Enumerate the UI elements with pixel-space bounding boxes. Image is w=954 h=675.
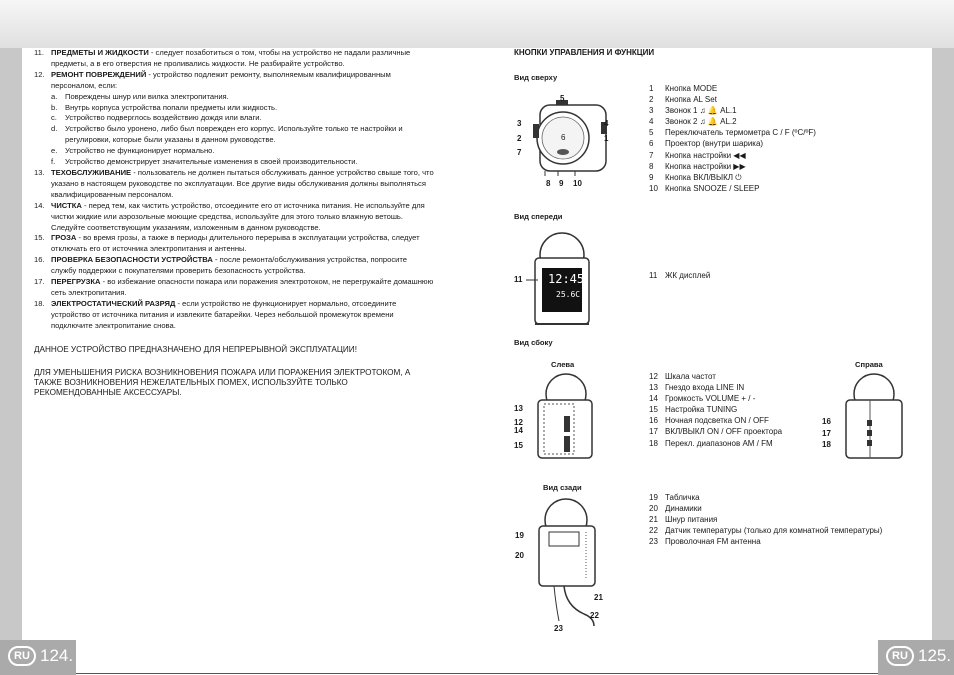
accessories-warning: ДЛЯ УМЕНЬШЕНИЯ РИСКА ВОЗНИКНОВЕНИЯ ПОЖАРА ИЛИ ПОРАЖЕНИЯ ЭЛЕКТРОТОКОМ, А ТАКЖЕ ВОЗНИКНОВЕНИЯ НЕЖЕЛАТЕЛЬНЫХ ПОМЕХ, ИСПОЛЬЗУЙТЕ ТОЛЬКО РЕКОМЕНДОВАННЫЕ АКСЕССУАРЫ.: [34, 367, 411, 398]
callout-6: 6: [561, 133, 566, 142]
callout-20: 20: [515, 551, 524, 560]
list-item: 3 Звонок 1 ♫ 🔔 AL.1: [649, 106, 737, 116]
callout-9: 9: [559, 179, 564, 188]
item-title: ЧИСТКА: [51, 200, 82, 210]
list-item: 17 ВКЛ/ВЫКЛ ON / OFF проектора: [649, 427, 783, 437]
list-item: 15 Настройка TUNING: [649, 405, 738, 415]
item-title: ПРЕДМЕТЫ И ЖИДКОСТИ: [51, 48, 149, 57]
callout-7: 7: [517, 148, 522, 157]
view-label-side: Вид сбоку: [514, 338, 553, 347]
lcd-time: 12:45: [548, 272, 585, 286]
header-band: [0, 0, 954, 48]
item-title: РЕМОНТ ПОВРЕЖДЕНИЙ: [51, 69, 147, 79]
leader-line: [526, 279, 538, 283]
callout-5: 5: [560, 94, 565, 103]
callout-8: 8: [546, 179, 551, 188]
item-text: - во время грозы, а также в периоды длительного перерыва в эксплуатации устройства, следует отключать его от источника электропитания и антенны.: [51, 233, 420, 254]
language-badge: RU: [8, 646, 36, 666]
sub-item-text: Устройство демонстрирует значительные изменения в своей производительности.: [65, 157, 358, 167]
instruction-item: [34, 48, 434, 70]
item-number: 18.: [34, 298, 45, 308]
view-label-back: Вид сзади: [543, 483, 582, 492]
view-label-top: Вид сверху: [514, 73, 558, 82]
item-number: 12.: [34, 69, 45, 79]
instruction-item: [34, 70, 434, 92]
item-number: 17.: [34, 277, 45, 287]
callout-21: 21: [594, 593, 603, 602]
item-title: ТЕХОБСЛУЖИВАНИЕ: [51, 167, 132, 177]
left-margin-band: [0, 48, 22, 675]
sub-item-letter: d.: [51, 124, 58, 134]
right-margin-band: [932, 48, 954, 675]
list-item: 19 Табличка: [649, 493, 700, 502]
list-item: 11 ЖК дисплей: [649, 271, 711, 280]
sub-item: [34, 157, 434, 168]
list-item: 4 Звонок 2 ♫ 🔔 AL.2: [649, 117, 737, 127]
item-number: 16.: [34, 255, 45, 265]
list-item: 5 Переключатель термометра C / F (ºC/ºF): [649, 128, 816, 138]
item-text: - пользователь не должен пытаться обслуживать данное устройство свыше того, что указано в настоящем руководстве по эксплуатации. Все другие виды обслуживания должны выполняться квалифицированным персоналом.: [51, 167, 434, 199]
left-side-diagram: [532, 372, 602, 464]
view-label-left: Слева: [551, 360, 575, 369]
view-label-right: Справа: [855, 360, 883, 369]
sub-item-text: Внутрь корпуса устройства попали предметы или жидкость.: [65, 102, 278, 112]
item-text: - если устройство не функционирует нормально, отсоедините устройство от источника питания и извлеките батарейки. Через небольшой промежуток времени подключите электропитание снова.: [51, 298, 397, 330]
item-number: 11.: [34, 48, 44, 57]
list-item: 22 Датчик температуры (только для комнатной температуры): [649, 526, 883, 536]
item-text: - во избежание опасности пожара или поражения электротоком, не перегружайте домашнюю сеть электропитания.: [51, 277, 434, 297]
instruction-item: [34, 277, 434, 299]
callout-14: 14: [514, 426, 523, 435]
safety-instructions: [34, 48, 434, 398]
list-item: 23 Проволочная FM антенна: [649, 537, 761, 547]
language-badge: RU: [886, 646, 914, 666]
back-view-list: [649, 492, 882, 547]
instruction-item: [34, 168, 434, 201]
callout-1: 1: [604, 134, 609, 143]
item-number: 15.: [34, 233, 45, 243]
list-item: 2 Кнопка AL Set: [649, 95, 717, 105]
item-title: ЭЛЕКТРОСТАТИЧЕСКИЙ РАЗРЯД: [51, 298, 176, 308]
instruction-item: [34, 255, 434, 277]
page-number-left: [8, 646, 73, 666]
section-heading: КНОПКИ УПРАВЛЕНИЯ И ФУНКЦИИ: [514, 48, 655, 57]
list-item: 1 Кнопка MODE: [649, 84, 718, 93]
bottom-rule: [76, 673, 878, 674]
front-view-list: [649, 270, 710, 281]
item-number: 13.: [34, 167, 45, 177]
list-item: 7 Кнопка настройки ◀◀: [649, 150, 746, 160]
list-item: 8 Кнопка настройки ▶▶: [649, 161, 746, 171]
sub-item-letter: b.: [51, 102, 58, 112]
sub-item-text: Устройство было уронено, либо был поврежден его корпус. Используйте только те настройки и регулировки, которые были указаны в данном руководстве.: [65, 124, 403, 145]
item-title: ГРОЗА: [51, 233, 77, 243]
instruction-item: [34, 299, 434, 332]
back-view-diagram: [534, 496, 614, 636]
sub-item: [34, 113, 434, 124]
page-number: 124.: [40, 646, 74, 665]
list-item: 13 Гнездо входа LINE IN: [649, 383, 745, 393]
sub-item-letter: c.: [51, 113, 57, 123]
callout-17: 17: [822, 429, 831, 438]
callout-11: 11: [514, 275, 523, 284]
callout-23: 23: [554, 624, 563, 633]
list-item: 9 Кнопка ВКЛ/ВЫКЛ ⏻: [649, 172, 742, 182]
item-title: ПРОВЕРКА БЕЗОПАСНОСТИ УСТРОЙСТВА: [51, 255, 213, 265]
callout-15: 15: [514, 441, 523, 450]
callout-4: 4: [604, 119, 609, 128]
callout-13: 13: [514, 404, 523, 413]
callout-3: 3: [517, 119, 522, 128]
sub-item: [34, 103, 434, 114]
view-label-front: Вид спереди: [514, 212, 563, 221]
list-item: 6 Проектор (внутри шарика): [649, 139, 764, 149]
right-side-diagram: [840, 372, 910, 464]
sub-item-letter: a.: [51, 91, 58, 101]
instruction-item: [34, 201, 434, 234]
sub-item-text: Повреждены шнур или вилка электропитания.: [65, 91, 229, 101]
top-view-list: [649, 83, 816, 194]
side-view-list: [649, 371, 782, 449]
callout-19: 19: [515, 531, 524, 540]
sub-item-text: Устройство не функционирует нормально.: [65, 146, 215, 156]
item-text: - следует позаботиться о том, чтобы на устройство не падали различные предметы, а в его отверстия не проливались жидкости. Не разбирайте устройство.: [51, 48, 411, 68]
callout-18: 18: [822, 440, 831, 449]
sub-item-letter: f.: [51, 157, 56, 167]
list-item: 14 Громкость VOLUME + / -: [649, 394, 756, 404]
sub-item-text: Устройство подверглось воздействию дождя или влаги.: [65, 113, 262, 123]
item-title: ПЕРЕГРУЗКА: [51, 277, 101, 287]
sub-item: [34, 124, 434, 146]
item-text: - перед тем, как чистить устройство, отсоедините его от источника питания. Не используйте для чистки жидкие или аэрозольные моющие средства, используйте для этого только влажную ветошь. Следуйте соответствующим указаниям, изложенным в данном руководстве.: [51, 200, 425, 232]
page-number-right: [886, 646, 951, 666]
item-text: - после ремонта/обслуживания устройства, попросите службу поддержки с покупателями проверить безопасность устройства.: [51, 255, 407, 276]
instruction-item: [34, 233, 434, 255]
list-item: 10 Кнопка SNOOZE / SLEEP: [649, 183, 760, 193]
item-number: 14.: [34, 200, 45, 210]
list-item: 21 Шнур питания: [649, 515, 718, 525]
sub-item-letter: e.: [51, 146, 58, 156]
list-item: 18 Перекл. диапазонов AM / FM: [649, 438, 773, 448]
callout-16: 16: [822, 417, 831, 426]
list-item: 20 Динамики: [649, 504, 702, 514]
sub-item: [34, 146, 434, 157]
continuous-use-notice: ДАННОЕ УСТРОЙСТВО ПРЕДНАЗНАЧЕНО ДЛЯ НЕПРЕРЫВНОЙ ЭКСПЛУАТАЦИИ!: [34, 344, 357, 354]
lcd-temp: 25.6C: [556, 290, 581, 299]
list-item: 12 Шкала частот: [649, 372, 716, 381]
callout-22: 22: [590, 611, 599, 620]
callout-12: 12: [514, 418, 523, 427]
callout-10: 10: [573, 179, 582, 188]
callout-2: 2: [517, 134, 522, 143]
list-item: 16 Ночная подсветка ON / OFF: [649, 416, 769, 426]
page-number: 125.: [918, 646, 952, 665]
sub-item: [34, 92, 434, 103]
item-text: - устройство подлежит ремонту, выполняемым квалифицированным персоналом, если:: [51, 69, 391, 90]
